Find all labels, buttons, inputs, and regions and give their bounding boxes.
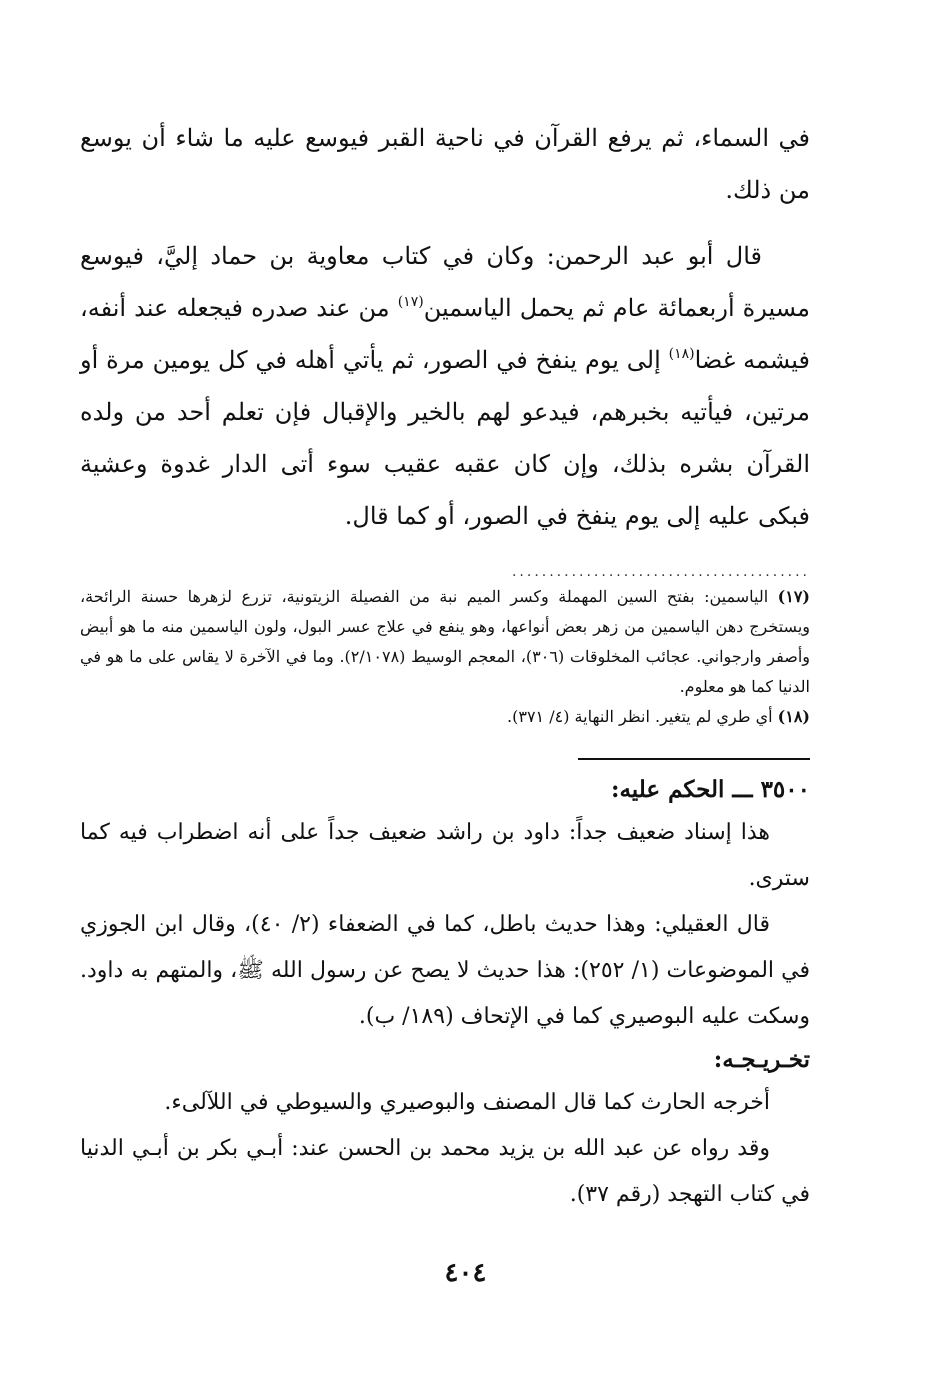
takhrij-paragraph-1: أخرجه الحارث كما قال المصنف والبوصيري والسيوطي في اللآلىء. (164, 1090, 770, 1115)
ruling-paragraph-2: قال العقيلي: وهذا حديث باطل، كما في الضعفاء (٢/ ٤٠)، وقال ابن الجوزي في الموضوعات (١/ ٢٥٢): هذا حديث لا يصح عن رسول الله ﷺ، والمتهم به داود. وسكت عليه البوصيري كما في الإتحاف (١٨٩/ ب). (80, 912, 810, 1029)
footnote-ref-17[interactable]: (١٧) (397, 294, 424, 310)
footnote-text: أي طري لم يتغير. انظر النهاية (٤/ ٣٧١). (507, 707, 778, 726)
footnote-18 (80, 702, 810, 732)
paragraph-gap (80, 216, 810, 230)
footnote-separator: ........................................ (511, 564, 810, 580)
body-paragraph-1: في السماء، ثم يرفع القرآن في ناحية القبر فيوسع عليه ما شاء أن يوسع من ذلك. (80, 124, 810, 204)
footnote-ref-18[interactable]: (١٨) (668, 346, 695, 362)
ruling-heading: ٣٥٠٠ ـــ الحكم عليه: (610, 776, 810, 803)
body-paragraph-2 (80, 230, 810, 542)
section-rule (578, 758, 810, 760)
body-paragraph-2-part-a: قال أبو عبد الرحمن: وكان في كتاب معاوية بن حماد إليَّ، فيوسع مسيرة أربعمائة عام ثم يحمل الياسمين (80, 242, 810, 322)
body-paragraph-2-part-c: إلى يوم ينفخ في الصور، ثم يأتي أهله في كل يومين مرة أو مرتين، فيأتيه بخبرهم، فيدعو لهم بالخير والإقبال فإن تعلم أحد من ولده القرآن بشره بذلك، وإن كان عقبه عقيب سوء أتى الدار غدوة وعشية فبكى عليه إلى يوم ينفخ في الصور، أو كما قال. (80, 346, 810, 530)
footnote-17 (80, 582, 810, 702)
ruling-paragraph-1: هذا إسناد ضعيف جداً: داود بن راشد ضعيف جداً على أنه اضطراب فيه كما سترى. (80, 820, 810, 891)
document-page (80, 112, 810, 1218)
body-paragraph-2-part-b: من عند صدره فيجعله عند أنفه، فيشمه غضا (80, 294, 810, 374)
footnote-text: الياسمين: بفتح السين المهملة وكسر الميم نبة من الفصيلة الزيتونية، تزرع لزهرها حسنة الرائحة، ويستخرج دهن الياسمين من زهر بعض أنواعها، وهو ينفع في علاج عسر البول، ولون الياسمين منه ما هو أبيض وأصفر وارجواني. عجائب المخلوقات (٣٠٦)، المعجم الوسيط (٢/١٠٧٨). وما في الآخرة لا يقاس على ما هو في الدنيا كما هو معلوم. (80, 587, 810, 696)
takhrij-paragraph-2: وقد رواه عن عبد الله بن يزيد محمد بن الحسن عند: أبـي بكر بن أبـي الدنيا في كتاب التهجد (رقم ٣٧). (80, 1136, 810, 1207)
footnote-number: (١٨) (777, 707, 810, 726)
footnote-number: (١٧) (777, 587, 810, 606)
page-number: ٤٠٤ (444, 1258, 487, 1288)
takhrij-heading: تخـريـجـه: (713, 1046, 810, 1073)
